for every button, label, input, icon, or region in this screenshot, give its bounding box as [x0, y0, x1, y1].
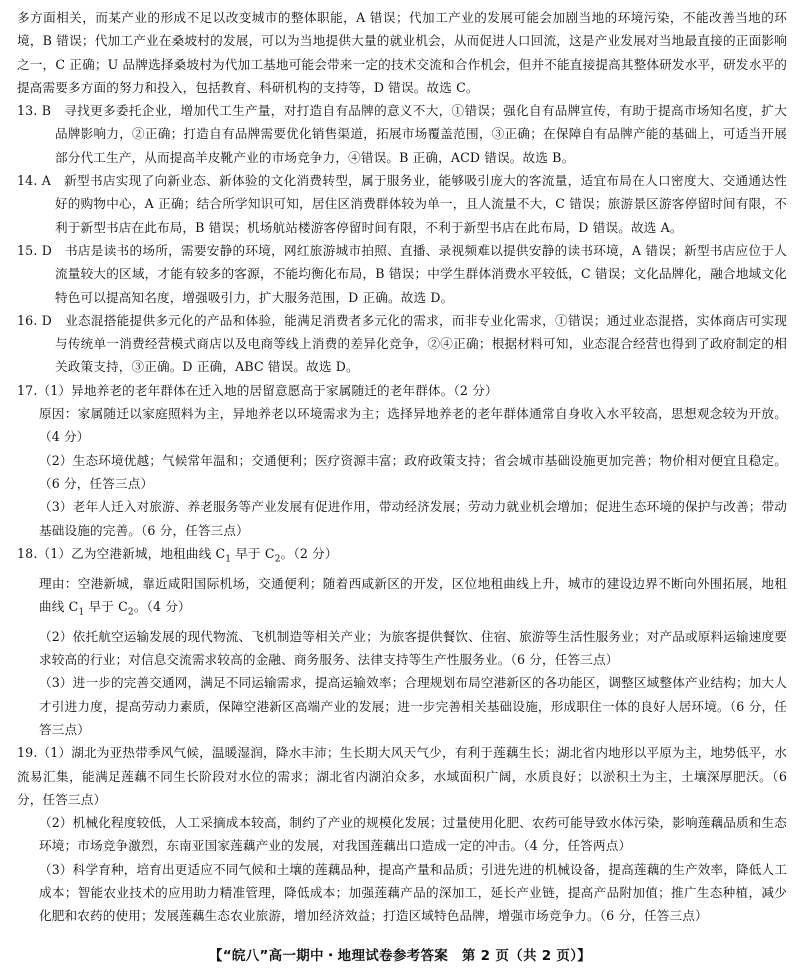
answer-18-reason-text-a: 理由：空港新城，靠近咸阳国际机场，交通便利；随着西咸新区的开发，区位地租曲线上升，城市的建设边界不断向外围拓展，地租曲线 C — [39, 575, 787, 614]
answer-18-part1-text-b: 早于 C — [231, 545, 275, 561]
answer-18-part1-text-c: 。（2 分） — [280, 545, 338, 561]
answer-18-part3: （3）进一步的完善交通网，满足不同运输需求，提高运输效率；合理规划布局空港新区的各功能区，调整区域整体产业结构；加大人才引进力度，提高劳动力素质，保障空港新区高端产业的发展；进一步完善相关基础设施，形成职住一体的良好人居环境。（6 分，任答三点） — [39, 675, 787, 737]
answer-19-part1: 19.（1）湖北为亚热带季风气候，温暖湿润，降水丰沛；生长期大风天气少，有利于莲藕生长；湖北省内地形以平原为主，地势低平，水流易汇集，能满足莲藕不同生长阶段对水位的需求；湖北省内湖泊众多，水域面积广阔，水质良好；以淤积土为主，土壤深厚肥沃。（6 分，任答三点） — [17, 745, 787, 807]
subscript-2: 2 — [274, 554, 281, 565]
answer-18-reason-text-c: 。（4 分） — [133, 598, 191, 614]
answer-14: 14. A 新型书店实现了向新业态、新体验的文化消费转型，属于服务业，能够吸引庞大的客流量，适宜布局在人口密度大、交通通达性好的购物中心，A 正确；结合所学知识可知，居住区消费群体较为单一，且人流量不大，C 错误；旅游景区游客停留时间有限，不利于新型书店在此布局，B 错误；机场航站楼游客停留时间有限，不利于新型书店在此布局，D 错误。故选 A。 — [17, 173, 787, 235]
answer-17-part1: 17.（1）异地养老的老年群体在迁入地的居留意愿高于家属随迁的老年群体。（2 分） — [17, 382, 498, 398]
answer-13: 13. B 寻找更多委托企业，增加代工生产量，对打造自有品牌的意义不大，①错误；强化自有品牌宣传，有助于提高市场知名度，扩大品牌影响力，②正确；打造自有品牌需要优化销售渠道，拓展市场覆盖范围，③正确；在保障自有品牌产能的基础上，可适当开展部分代工生产，从而提高羊皮靴产业的市场竞争力，④错误。B 正确，ACD 错误。故选 B。 — [17, 103, 787, 165]
answer-19-part2: （2）机械化程度较低，人工采摘成本较高，制约了产业的规模化发展；过量使用化肥、农药可能导致水体污染，影响莲藕品质和生态环境；市场竞争激烈，东南亚国家莲藕产业的发展，对我国莲藕出口造成一定的冲击。（4 分，任答两点） — [39, 815, 787, 854]
page-footer: 【“皖八”高一期中・地理试卷参考答案 第 2 页（共 2 页）】 — [208, 948, 592, 964]
answer-15: 15. D 书店是读书的场所，需要安静的环境，网红旅游城市拍照、直播、录视频难以提供安静的读书环境，A 错误；新型书店应位于人流量较大的区域，才能有较多的客源，不能均衡化布局，B 错误；中学生群体消费水平较低，C 错误；文化品牌化，融合地域文化特色可以提高知名度，增强吸引力，扩大服务范围，D 正确。故选 D。 — [17, 242, 787, 305]
q12-continuation: 多方面相关，而某产业的形成不足以改变城市的整体职能，A 错误；代加工产业的发展可能会加剧当地的环境污染，不能改善当地的环境，B 错误；代加工产业在桑坡村的发展，可以为当地提供大量的就业机会，从而促进人口回流，这是产业发展对当地最直接的正面影响之一，C 正确；U 品牌选择桑坡村为代加工基地可能会带来一定的技术交流和合作机会，但并不能直接提高其整体研发水平，研发水平的提高需要多方面的努力和投入，包括教育、科研机构的支持等，D 错误。故选 C。 — [17, 10, 787, 95]
answer-18-part1-text-a: 18.（1）乙为空港新城，地租曲线 C — [17, 545, 226, 561]
subscript-1: 1 — [78, 607, 85, 618]
subscript-1: 1 — [225, 554, 232, 565]
answer-18-part2: （2）依托航空运输发展的现代物流、飞机制造等相关产业；为旅客提供餐饮、住宿、旅游等生活性服务业；对产品或原料运输速度要求较高的行业；对信息交流需求较高的金融、商务服务、法律支持等生产性服务业。（6 分，任答三点） — [39, 628, 787, 668]
answer-18-reason — [17, 572, 787, 625]
answer-17-part3: （3）老年人迁入对旅游、养老服务等产业发展有促进作用，带动经济发展；劳动力就业机会增加；促进生态环境的保护与改善；带动基础设施的完善。（6 分，任答三点） — [39, 499, 787, 538]
answer-18-reason-text-b: 早于 C — [84, 598, 128, 614]
subscript-2: 2 — [127, 607, 134, 618]
answer-17-reason: 原因：家属随迁以家庭照料为主，异地养老以环境需求为主；选择异地养老的老年群体通常自身收入水平较高，思想观念较为开放。（4 分） — [39, 406, 787, 445]
answer-16: 16. D 业态混搭能提供多元化的产品和体验，能满足消费者多元化的需求，而非专业化需求，①错误；通过业态混搭，实体商店可实现与传统单一消费经营模式商店以及电商等线上消费的差异化竞争，②④正确；根据材料可知，业态混合经营也得到了政府制定的相关政策支持，③正确。D 正确，ABC 错误。故选 D。 — [17, 312, 787, 375]
answer-19-part3: （3）科学育种，培育出更适应不同气候和土壤的莲藕品种，提高产量和品质；引进先进的机械设备，提高莲藕的生产效率，降低人工成本；智能农业技术的应用助力精准管理，降低成本；加强莲藕产品的深加工，延长产业链，提高产品附加值；推广生态种植，减少化肥和农药的使用；发展莲藕生态农业旅游，增加经济效益；打造区域特色品牌，增强市场竞争力。（6 分，任答三点） — [39, 861, 787, 924]
answer-17-part2: （2）生态环境优越；气候常年温和；交通便利；医疗资源丰富；政府政策支持；省会城市基础设施更加完善；物价相对便宜且稳定。（6 分，任答三点） — [39, 452, 787, 491]
answer-sheet-page — [17, 6, 787, 928]
answer-18-part1 — [17, 542, 787, 572]
